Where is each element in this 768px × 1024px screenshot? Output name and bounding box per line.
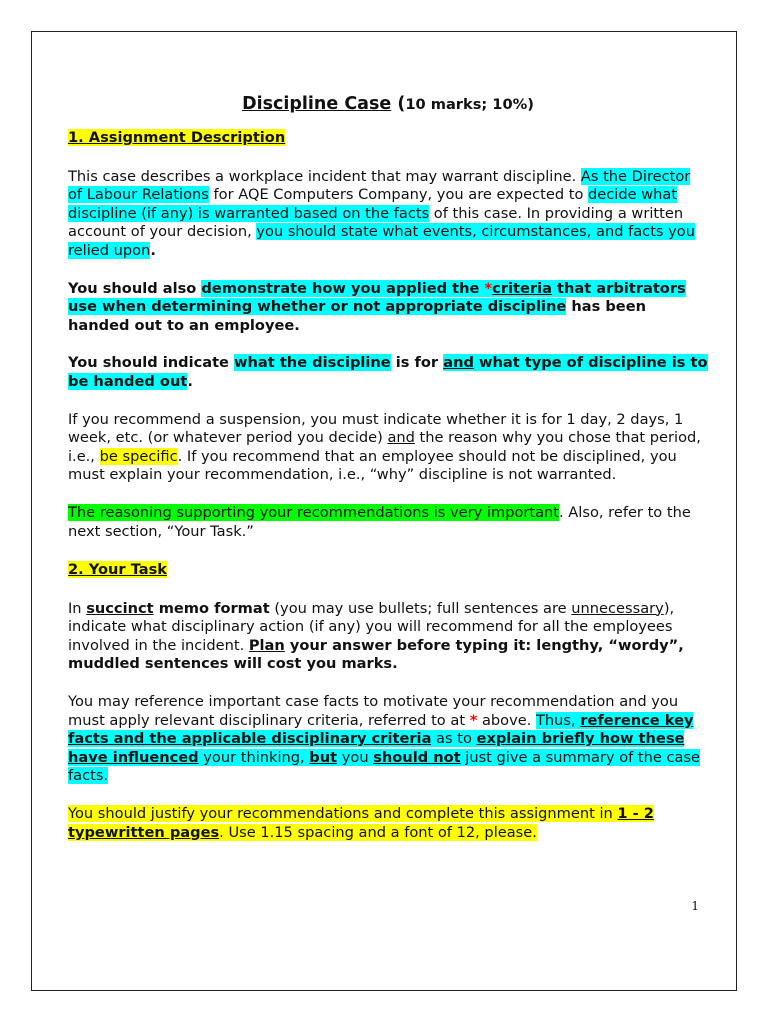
paragraph-case-facts — [68, 693, 708, 786]
text-span: has been handed out to an employee. — [68, 298, 646, 334]
highlighted-text: Thus, — [536, 711, 581, 729]
text-span: You may reference important case facts to motivate your recommendation and you must apply relevant disciplinary criteria, referred to at — [68, 693, 679, 729]
text-span: You should indicate — [68, 354, 235, 372]
text-span: for AQE Computers Company, you are expected to — [208, 186, 589, 204]
paragraph-suspension — [68, 411, 708, 485]
document-body — [68, 90, 708, 842]
underlined-text: reference key facts and the applicable disciplinary criteria — [68, 711, 694, 748]
text-span: the reason why you chose that period, i.e., — [68, 429, 701, 465]
highlighted-text: what type of discipline is to be handed out — [68, 354, 708, 390]
document-page — [31, 31, 737, 991]
text-span: . If you recommend that an employee should not be disciplined, you must explain your recommendation, i.e., “why” discipline is not warranted. — [68, 447, 677, 484]
underlined-text: but — [309, 748, 338, 766]
highlighted-text: You should justify your recommendations and complete this assignment in — [68, 805, 618, 823]
underlined-text: succinct — [86, 599, 154, 617]
section-heading-text: 2. Your Task — [68, 561, 168, 579]
highlighted-text: you should state what events, circumstances, and facts you relied upon — [68, 223, 695, 259]
highlighted-text: as to — [431, 730, 477, 748]
highlighted-text: that arbitrators use when determining whether or not appropriate discipline — [68, 279, 686, 316]
underlined-text: unnecessary — [571, 599, 664, 617]
highlighted-text: what the discipline — [234, 354, 391, 372]
section-heading-assignment — [68, 129, 708, 148]
underlined-text: and — [443, 354, 474, 372]
title-paren: ( — [391, 94, 406, 114]
text-span: . — [187, 372, 193, 390]
highlighted-text: be specific — [99, 447, 178, 465]
paragraph-reasoning — [68, 504, 708, 541]
underlined-text: explain briefly how these have influenced — [68, 730, 685, 766]
section-heading-text: 1. Assignment Description — [68, 129, 286, 146]
highlighted-text: . Use 1.15 spacing and a font of 12, please. — [219, 823, 537, 841]
text-span: . — [150, 241, 156, 259]
asterisk-marker: * — [469, 711, 478, 729]
text-span: This case describes a workplace incident that may warrant discipline. — [68, 167, 581, 185]
paragraph-memo-format — [68, 600, 708, 674]
highlighted-text: your thinking, — [198, 748, 310, 766]
underlined-text: should not — [373, 748, 461, 766]
text-span: is for — [390, 354, 444, 372]
paragraph-length-requirement — [68, 805, 708, 842]
text-span: . Also, refer to the next section, “Your Task.” — [68, 503, 691, 540]
paragraph-discipline-type — [68, 354, 708, 391]
highlighted-text: you — [337, 748, 374, 766]
paragraph-criteria — [68, 280, 708, 336]
text-span: above. — [477, 711, 536, 729]
underlined-text: 1 - 2 typewritten pages — [68, 805, 654, 841]
underlined-text: Plan — [248, 636, 285, 654]
text-span: You should also — [68, 279, 202, 297]
document-title — [68, 90, 708, 114]
text-span: In — [68, 599, 87, 617]
bold-text: your answer before typing it: lengthy, “wordy”, muddled sentences will cost you marks. — [68, 636, 684, 673]
title-marks: 10 marks; 10%) — [405, 96, 534, 113]
page-number: 1 — [691, 899, 699, 913]
highlighted-text — [201, 280, 552, 297]
underlined-text: and — [387, 429, 415, 447]
highlighted-text: The reasoning supporting your recommendations is very important — [68, 503, 560, 521]
underlined-text: criteria — [492, 279, 552, 297]
section-heading-task — [68, 561, 708, 580]
bold-text: memo format — [153, 599, 270, 617]
text-span: of this case. In providing a written account of your decision, — [68, 204, 684, 241]
text-span: demonstrate how you applied the — [201, 279, 485, 297]
highlighted-text: just give a summary of the case facts. — [68, 748, 701, 785]
text-span: ), indicate what disciplinary action (if any) you will recommend for all the employees involved in the incident. — [68, 599, 675, 654]
text-span: (you may use bullets; full sentences are — [269, 599, 572, 617]
text-span: If you recommend a suspension, you must indicate whether it is for 1 day, 2 days, 1 week, etc. (or whatever period you decide) — [68, 410, 684, 447]
highlighted-text: decide what discipline (if any) is warranted based on the facts — [68, 186, 678, 222]
paragraph-case-description — [68, 168, 708, 261]
title-main: Discipline Case — [242, 94, 392, 114]
asterisk-marker: * — [484, 279, 493, 297]
highlighted-text: As the Director of Labour Relations — [68, 167, 691, 204]
